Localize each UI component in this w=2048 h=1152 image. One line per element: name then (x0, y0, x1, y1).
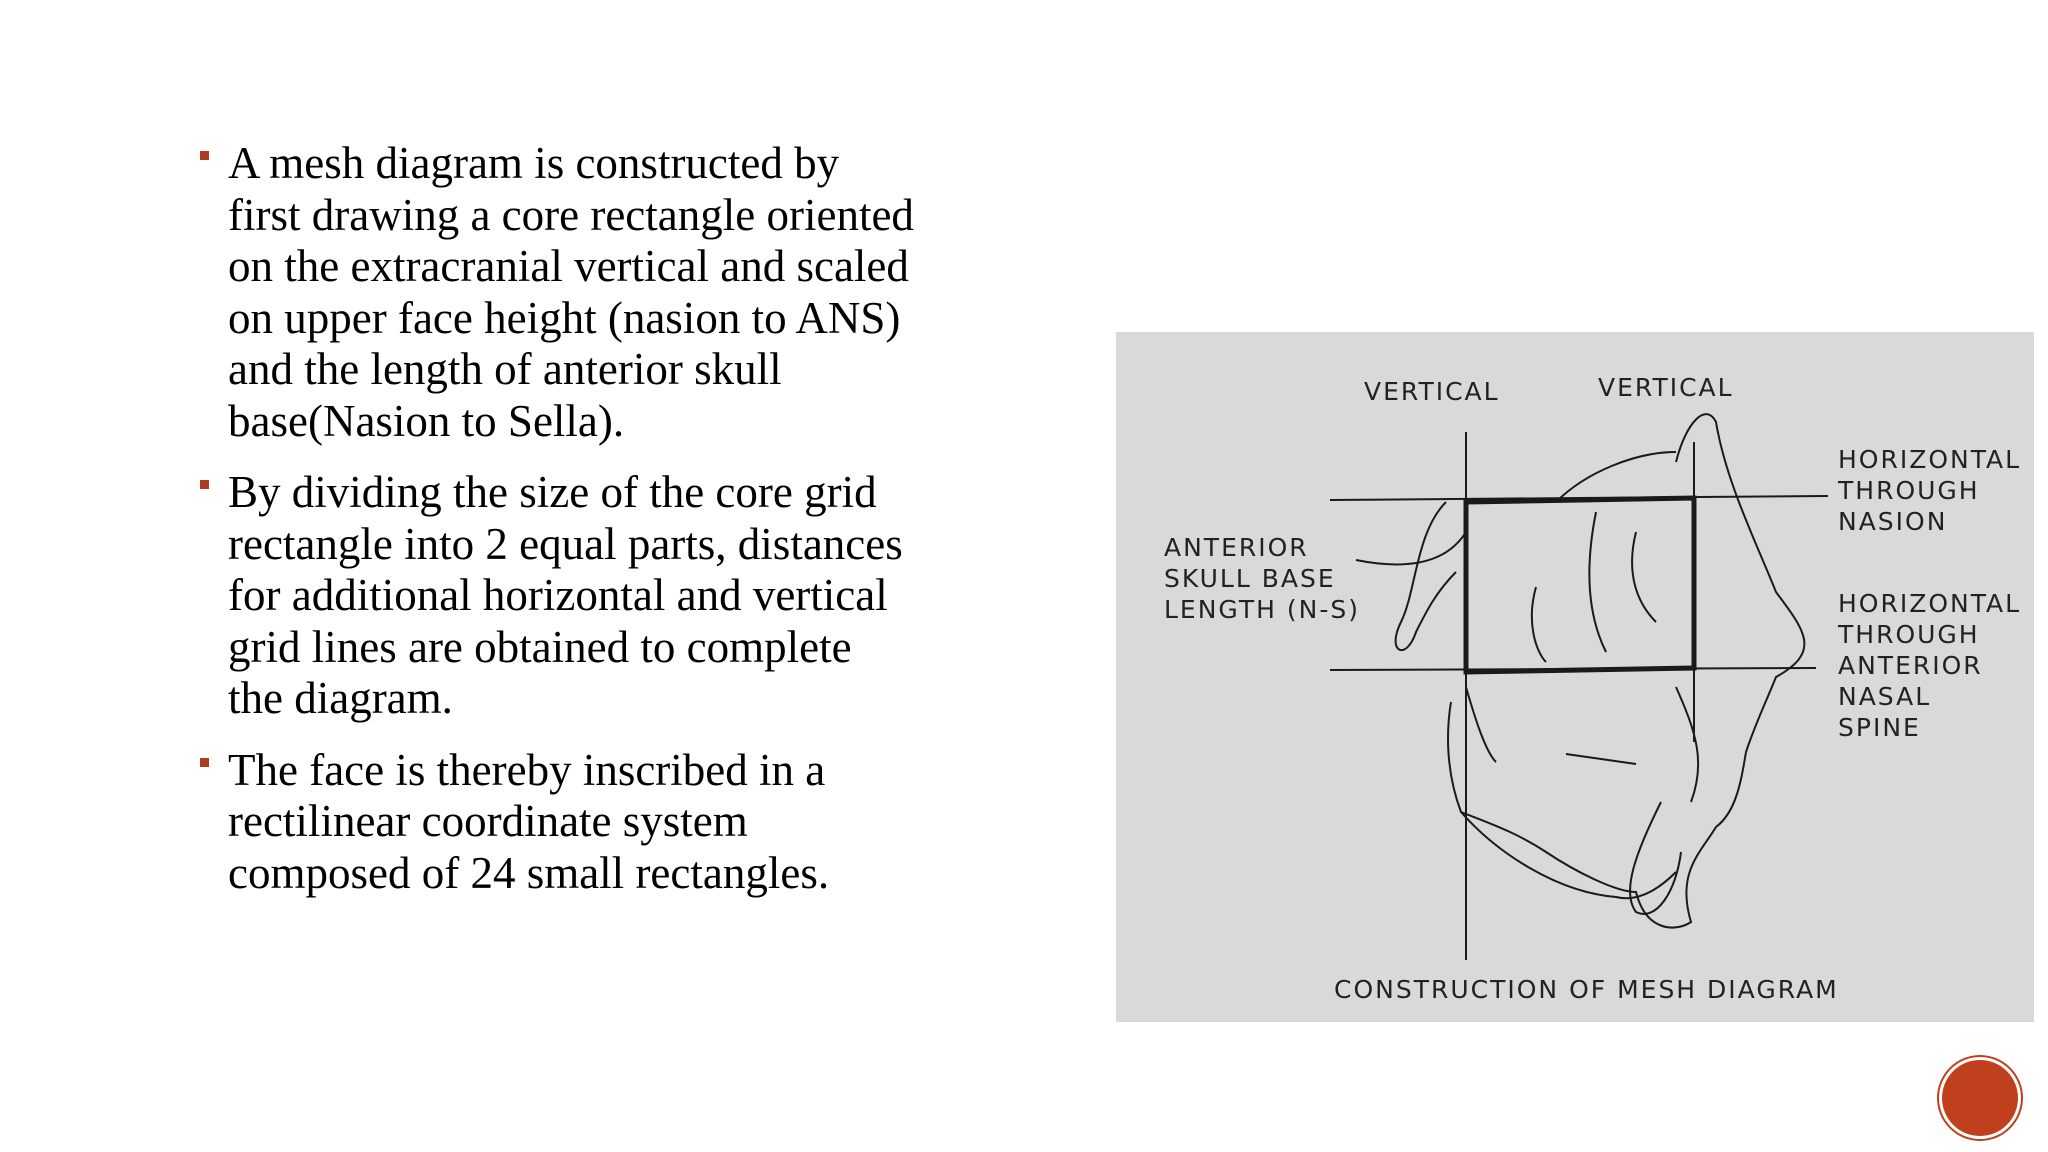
bullet-item (196, 745, 916, 900)
core-rectangle (1466, 498, 1694, 672)
bullet-list (196, 138, 916, 919)
ramus-contour (1466, 687, 1496, 762)
bullet-item (196, 467, 916, 725)
bullet-square-icon (200, 480, 209, 489)
skull-base-pointer (1356, 532, 1466, 564)
measurement-line (1566, 754, 1636, 764)
bullet-text: The face is thereby inscribed in a rectilinear coordinate system composed of 24 small rectangles. (228, 744, 830, 898)
slide-nav-button[interactable] (1942, 1060, 2018, 1136)
maxilla-contour (1632, 532, 1656, 622)
label-vertical-left: VERTICAL (1364, 377, 1500, 406)
label-anterior-skull-base: ANTERIOR SKULL BASE LENGTH (N-S) (1164, 533, 1361, 624)
bullet-text: A mesh diagram is constructed by first drawing a core rectangle oriented on the extracranial vertical and scaled on upper face height (nasion to ANS) and the length of anterior skull base(Nasion to Sella). (228, 138, 914, 446)
bullet-text: By dividing the size of the core grid rectangle into 2 equal parts, distances for additional horizontal and vertical grid lines are obtained to complete the diagram. (228, 467, 903, 723)
label-horizontal-nasion: HORIZONTAL THROUGH NASION (1838, 445, 2022, 536)
mesh-diagram-figure (1116, 332, 2034, 1022)
pterygoid-contour (1532, 587, 1546, 662)
figure-caption: CONSTRUCTION OF MESH DIAGRAM (1334, 975, 1839, 1004)
bullet-square-icon (200, 758, 209, 767)
label-vertical-right: VERTICAL (1598, 373, 1734, 402)
bullet-square-icon (200, 151, 209, 160)
label-horizontal-ans: HORIZONTAL THROUGH ANTERIOR NASAL SPINE (1838, 589, 2022, 742)
bullet-item (196, 138, 916, 447)
skull-contour (1396, 502, 1456, 650)
nasal-bone-contour (1556, 452, 1676, 502)
orbit-contour (1589, 512, 1606, 652)
